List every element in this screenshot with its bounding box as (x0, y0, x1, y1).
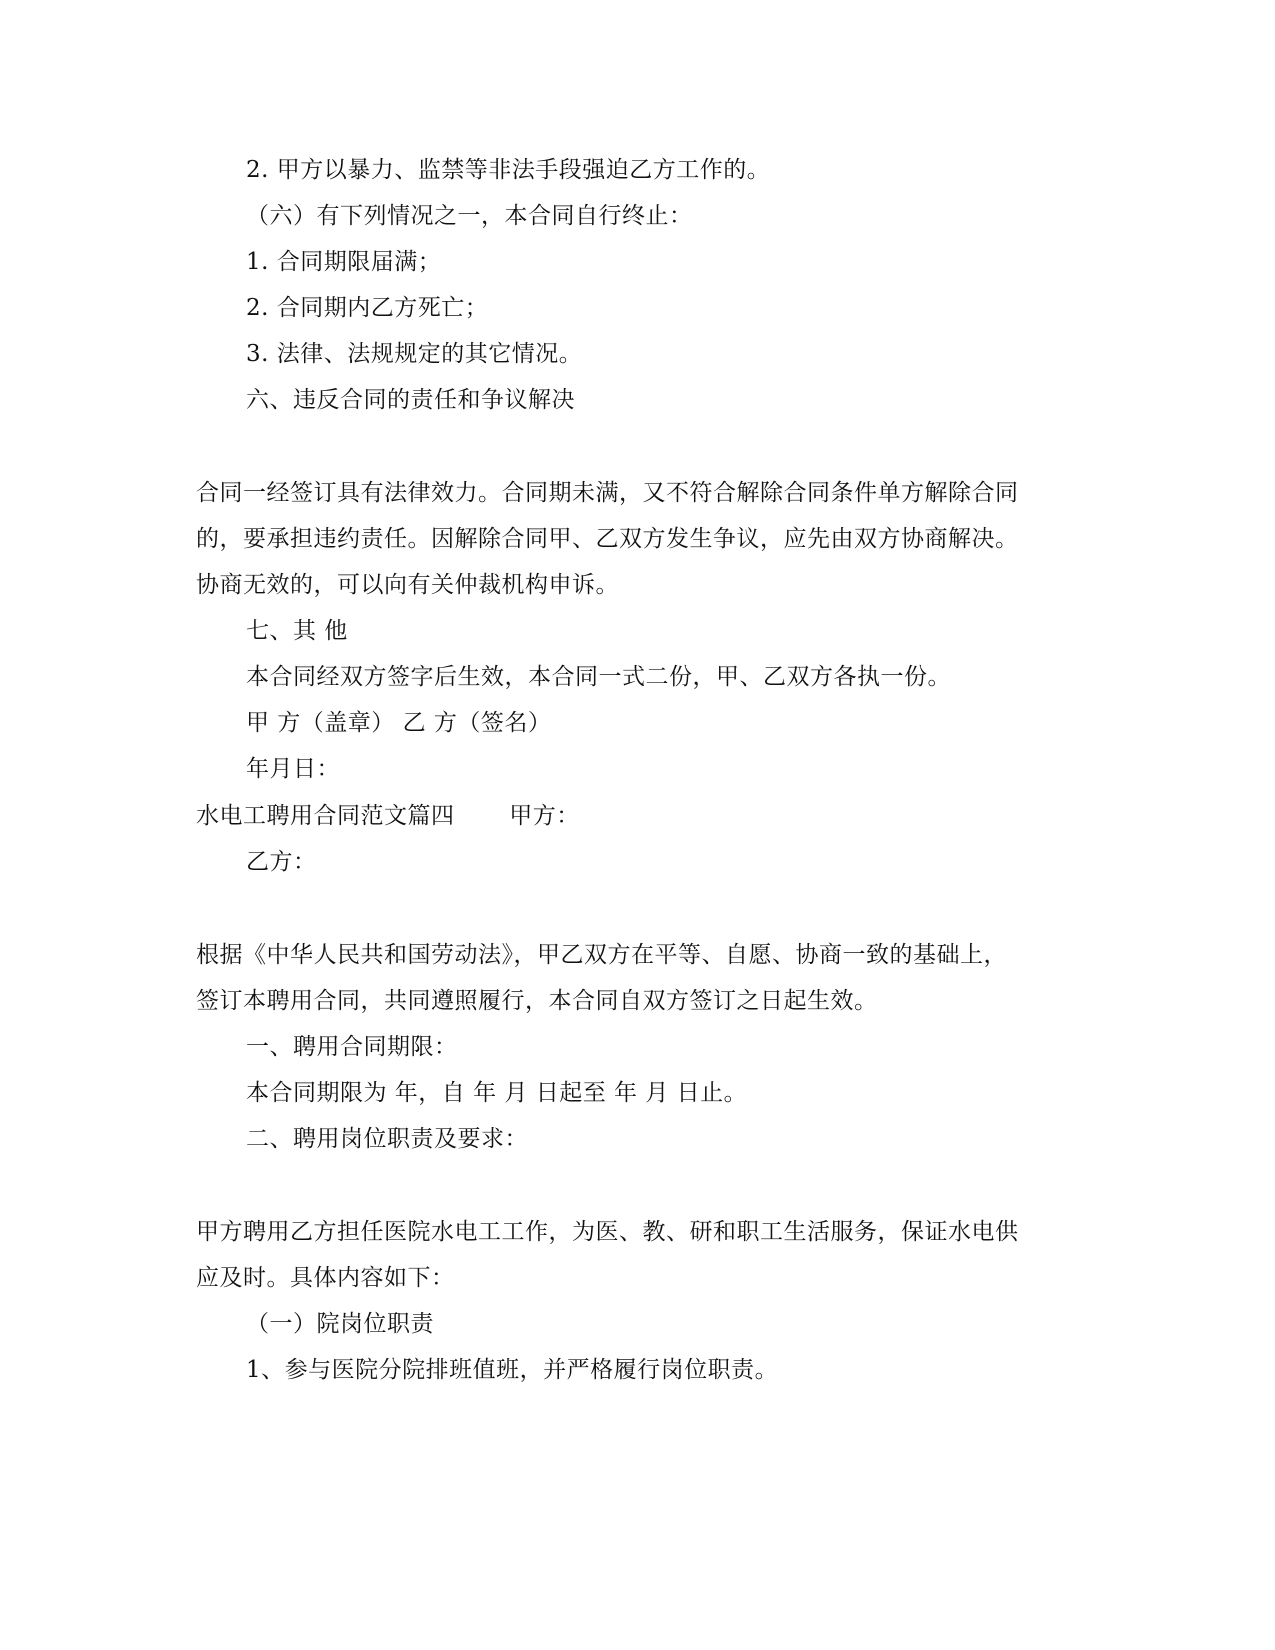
section-heading: 六、违反合同的责任和争议解决 (246, 387, 575, 413)
party-line: 乙方： (246, 849, 317, 875)
section-heading: 二、聘用岗位职责及要求： (246, 1126, 528, 1152)
paragraph-line: 合同一经签订具有法律效力。合同期未满，又不符合解除合同条件单方解除合同 (196, 480, 1019, 506)
section-heading: 七、其 他 (246, 618, 348, 644)
clause-heading: （一）院岗位职责 (246, 1311, 434, 1337)
paragraph-line: 本合同期限为 年，自 年 月 日起至 年 月 日止。 (246, 1080, 748, 1106)
list-item: 2. 合同期内乙方死亡； (246, 295, 489, 321)
paragraph-line: 根据《中华人民共和国劳动法》，甲乙双方在平等、自愿、协商一致的基础上， (196, 942, 1007, 968)
date-line: 年月日： (246, 756, 340, 782)
list-item: 3. 法律、法规规定的其它情况。 (246, 341, 583, 367)
signature-line: 甲 方（盖章） 乙 方（签名） (246, 710, 552, 736)
document-title: 水电工聘用合同范文篇四 甲方： (196, 803, 580, 829)
list-item: 1、参与医院分院排班值班，并严格履行岗位职责。 (246, 1357, 779, 1383)
section-heading: 一、聘用合同期限： (246, 1034, 458, 1060)
list-item: 1. 合同期限届满； (246, 249, 442, 275)
paragraph-line: 本合同经双方签字后生效，本合同一式二份，甲、乙双方各执一份。 (246, 664, 951, 690)
paragraph-line: 甲方聘用乙方担任医院水电工工作，为医、教、研和职工生活服务，保证水电供 (196, 1219, 1019, 1245)
clause-heading: （六）有下列情况之一，本合同自行终止： (246, 203, 693, 229)
paragraph-line: 的，要承担违约责任。因解除合同甲、乙双方发生争议，应先由双方协商解决。 (196, 526, 1019, 552)
paragraph-line: 应及时。具体内容如下： (196, 1265, 455, 1291)
list-item: 2. 甲方以暴力、监禁等非法手段强迫乙方工作的。 (246, 157, 771, 183)
paragraph-line: 签订本聘用合同，共同遵照履行，本合同自双方签订之日起生效。 (196, 988, 878, 1014)
paragraph-line: 协商无效的，可以向有关仲裁机构申诉。 (196, 572, 619, 598)
